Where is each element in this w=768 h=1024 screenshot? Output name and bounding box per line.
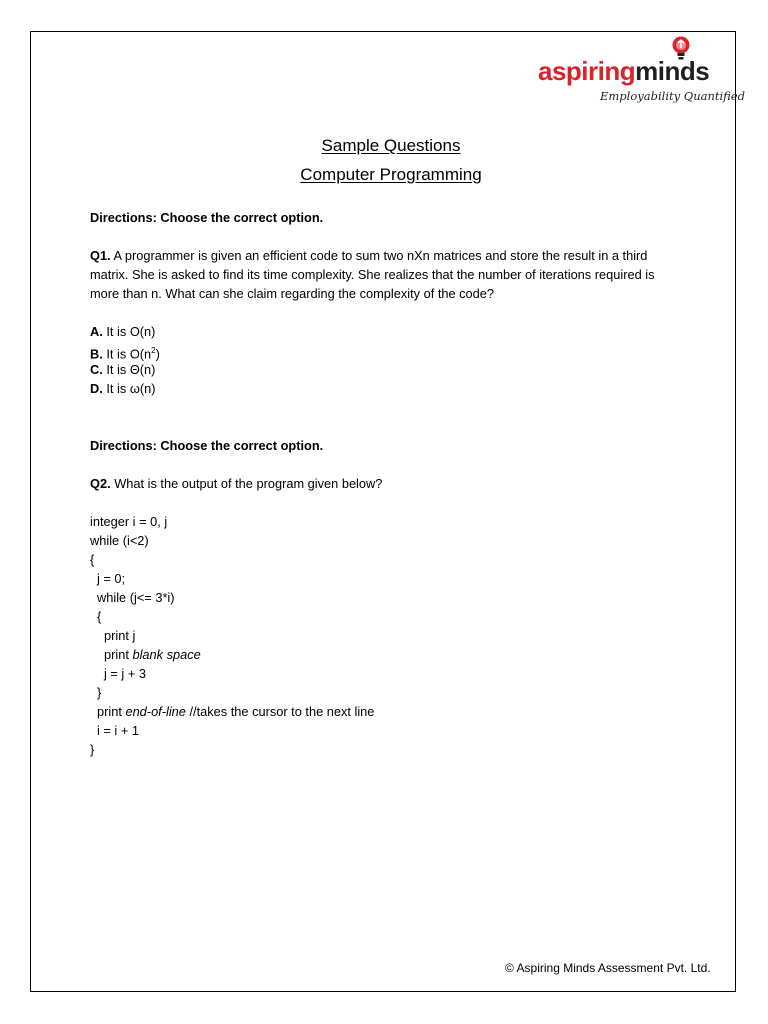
q1-option-a <box>90 322 155 341</box>
code-italic: end-of-line <box>125 704 186 719</box>
code-text: print <box>104 647 133 662</box>
code-line: print j <box>104 628 136 643</box>
logo-wordmark <box>538 58 709 84</box>
code-line: while (i<2) <box>90 533 149 548</box>
code-line: { <box>97 609 102 624</box>
option-text: It is O(n) <box>102 324 156 339</box>
code-line: integer i = 0, j <box>90 514 168 529</box>
q2-text: What is the output of the program given below? <box>110 476 383 491</box>
code-line <box>104 645 201 664</box>
aspiring-minds-logo <box>538 56 746 108</box>
code-text: print <box>97 704 126 719</box>
q2-label: Q2. <box>90 476 111 491</box>
logo-word-minds: minds <box>635 56 710 86</box>
code-line: } <box>90 742 95 757</box>
option-letter: C. <box>90 362 103 377</box>
copyright-footer: © Aspiring Minds Assessment Pvt. Ltd. <box>505 961 711 975</box>
option-letter: D. <box>90 381 103 396</box>
code-line: } <box>97 685 102 700</box>
q1-option-c <box>90 360 155 379</box>
option-text-after: ) <box>155 346 160 362</box>
q1-text: A programmer is given an efficient code to sum two nXn matrices and store the result in a third matrix. She is asked to find its time complexity. She realizes that the number of iterations required is more than n. What can she claim regarding the complexity of the code? <box>90 248 655 301</box>
option-text: It is Θ(n) <box>102 362 156 377</box>
q1-label: Q1. <box>90 248 111 263</box>
page-subtitle: Computer Programming <box>300 165 482 184</box>
q2-question <box>90 474 382 493</box>
option-letter: B. <box>90 346 103 362</box>
logo-tagline: Employability Quantified <box>600 89 746 103</box>
code-italic: blank space <box>132 647 201 662</box>
code-line: j = 0; <box>97 571 126 586</box>
code-line: j = j + 3 <box>104 666 146 681</box>
option-superscript: 2 <box>151 346 156 355</box>
q1-question <box>90 246 680 303</box>
code-line: { <box>90 552 95 567</box>
option-text: It is O(n <box>102 346 152 362</box>
q1-option-d <box>90 379 155 398</box>
q2-directions: Directions: Choose the correct option. <box>90 438 324 453</box>
q1-directions: Directions: Choose the correct option. <box>90 210 324 225</box>
option-text: It is ω(n) <box>102 381 156 396</box>
page-title: Sample Questions <box>321 136 461 155</box>
code-line <box>97 702 374 721</box>
code-comment: //takes the cursor to the next line <box>185 704 375 719</box>
code-line: i = i + 1 <box>97 723 139 738</box>
option-letter: A. <box>90 324 103 339</box>
logo-word-aspiring: aspiring <box>538 56 636 86</box>
code-line: while (j<= 3*i) <box>97 590 175 605</box>
